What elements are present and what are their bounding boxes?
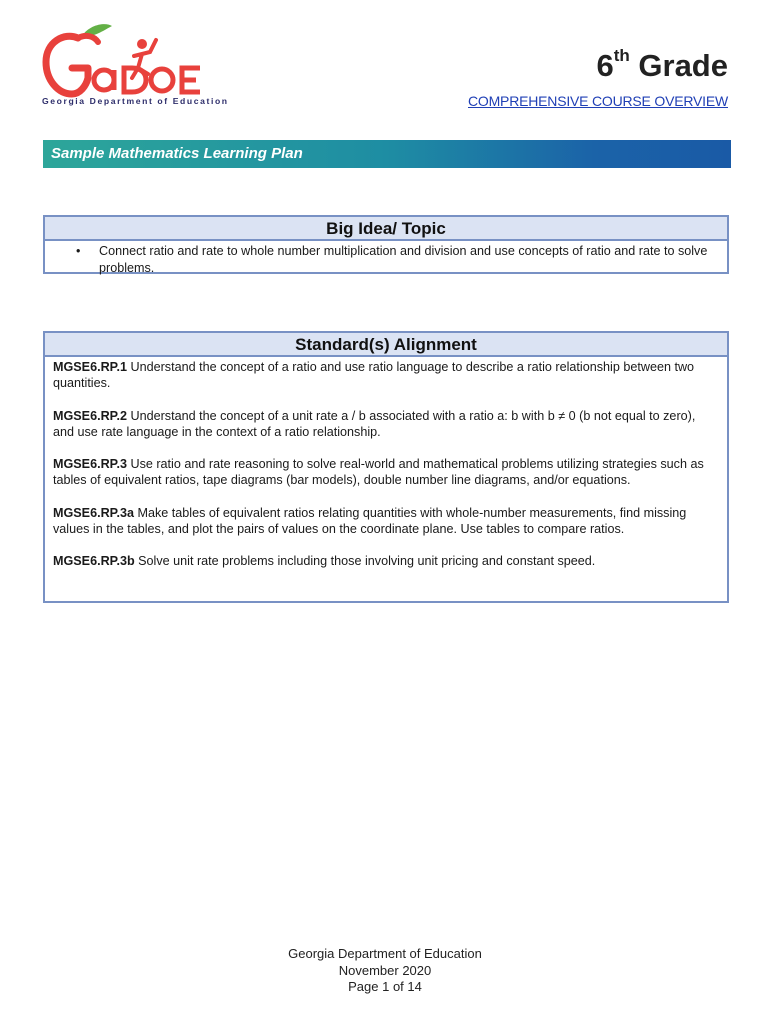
footer-page-number: Page 1 of 14 [348,979,422,994]
standard-text: Solve unit rate problems including those involving unit pricing and constant speed. [134,554,596,569]
standard-item [53,408,719,441]
footer-date: November 2020 [338,962,432,978]
standard-text: Understand the concept of a unit rate a / b associated with a ratio a: b with b ≠ 0 (b not equal to zero), and use rate language in the context of a ratio relationship. [53,408,696,439]
list-item [45,241,727,276]
grade-title [596,45,728,84]
course-overview-link[interactable]: COMPREHENSIVE COURSE OVERVIEW [468,93,728,109]
section-banner [43,140,731,168]
standard-code: MGSE6.RP.3b [53,554,135,569]
standard-item [53,505,719,538]
standard-code: MGSE6.RP.1 [53,360,127,374]
big-idea-heading: Big Idea/ Topic [45,217,727,241]
standards-box [43,331,729,603]
bullet-icon: • [76,244,81,258]
standard-code: MGSE6.RP.3a [53,505,134,520]
standards-list [45,357,727,570]
standards-heading: Standard(s) Alignment [45,333,727,357]
standard-item [53,553,719,569]
standard-code: MGSE6.RP.3 [53,457,127,472]
grade-word: Grade [638,48,728,83]
standard-text: Make tables of equivalent ratios relating quantities with whole-number measurements, find missing values in the tables, and plot the pairs of values on the coordinate plane. Use tables to compare ratios. [53,505,687,537]
page-footer [0,946,770,996]
standard-text: Use ratio and rate reasoning to solve real-world and mathematical problems utilizing strategies such as tables of equivalent ratios, tape diagrams (bar models), double number line diagrams, and/or equations. [53,457,704,488]
big-idea-text: Connect ratio and rate to whole number multiplication and division and use concepts of ratio and rate to solve problems. [99,244,708,275]
big-idea-box [43,215,729,274]
standard-item [53,456,719,489]
standard-code: MGSE6.RP.2 [53,408,127,423]
grade-suffix: th [613,45,630,65]
standard-text: Understand the concept of a ratio and use ratio language to describe a ratio relationship between two quantities. [53,360,695,391]
footer-org: Georgia Department of Education [288,946,482,961]
standard-item [53,359,719,392]
grade-number: 6 [596,48,614,83]
logo-tagline: Georgia Department of Education [42,96,229,106]
banner-title: Sample Mathematics Learning Plan [51,145,303,162]
